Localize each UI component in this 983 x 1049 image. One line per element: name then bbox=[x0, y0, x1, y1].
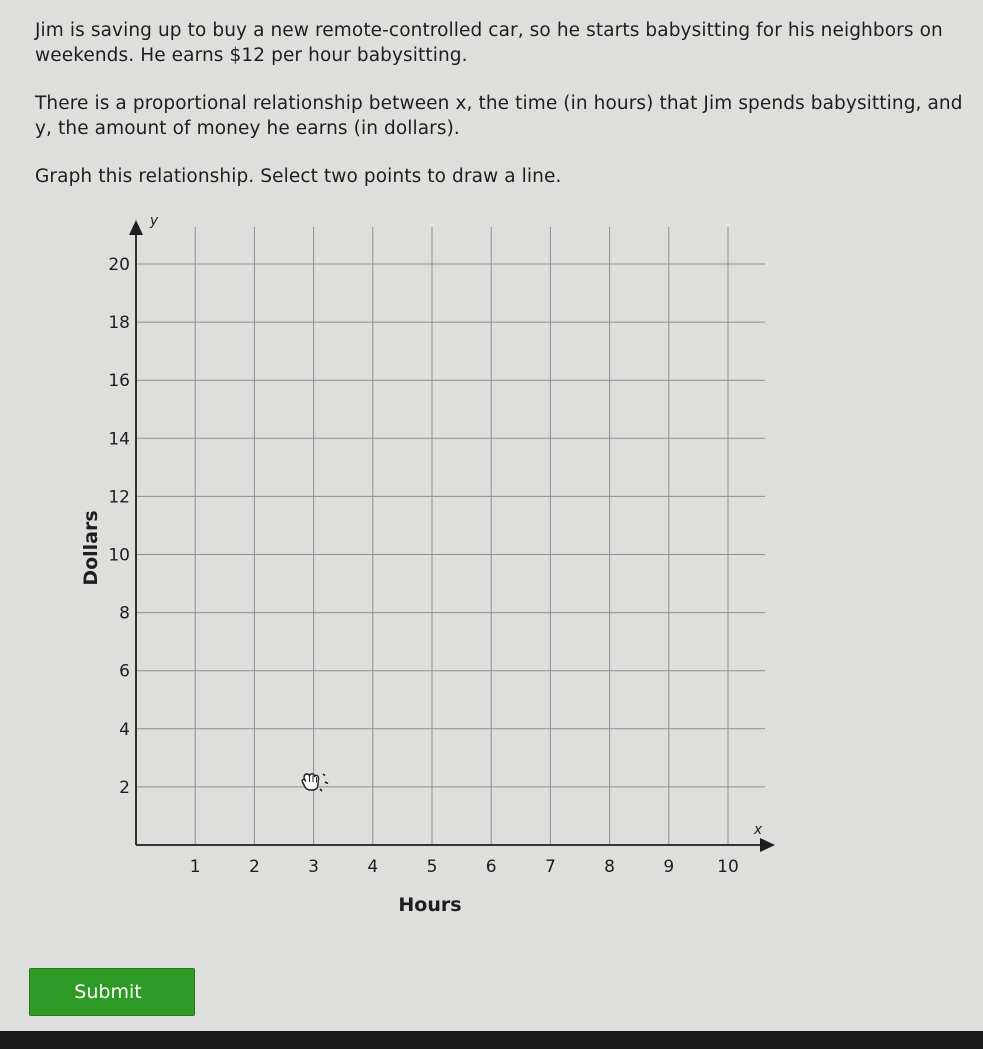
y-tick-label: 8 bbox=[119, 603, 130, 624]
bottom-dark-bar bbox=[0, 1031, 983, 1049]
problem-instruction: Graph this relationship. Select two points to draw a line. bbox=[35, 166, 562, 187]
grid-lines bbox=[136, 227, 765, 845]
y-tick-label: 12 bbox=[108, 487, 130, 508]
problem-statement bbox=[35, 18, 980, 212]
x-axis-label: Hours bbox=[398, 894, 462, 916]
grab-hand-cursor-icon bbox=[302, 774, 328, 791]
y-tick-label: 16 bbox=[108, 371, 130, 392]
x-tick-label: 5 bbox=[426, 857, 438, 877]
x-tick-label: 10 bbox=[717, 857, 739, 877]
submit-button[interactable]: Submit bbox=[29, 968, 195, 1016]
x-tick-label: 8 bbox=[604, 857, 616, 877]
y-tick-label: 18 bbox=[108, 313, 130, 334]
y-axis-variable: y bbox=[149, 213, 159, 229]
y-axis-label: Dollars bbox=[80, 510, 102, 586]
axes bbox=[129, 220, 775, 852]
y-axis-arrow bbox=[129, 220, 143, 235]
x-tick-label: 7 bbox=[544, 857, 556, 877]
x-tick-labels bbox=[190, 857, 739, 877]
y-tick-label: 4 bbox=[119, 719, 130, 740]
x-axis-variable: x bbox=[753, 822, 763, 838]
x-tick-label: 9 bbox=[663, 857, 675, 877]
y-tick-label: 20 bbox=[108, 255, 130, 275]
x-tick-label: 2 bbox=[248, 857, 260, 877]
y-tick-label: 6 bbox=[119, 661, 130, 682]
problem-paragraph-2: There is a proportional relationship between x, the time (in hours) that Jim spends babysitting, and y, the amount of money he earns (in dollars). bbox=[35, 93, 963, 139]
x-tick-label: 3 bbox=[308, 857, 320, 877]
y-tick-label: 2 bbox=[119, 777, 130, 798]
y-tick-label: 14 bbox=[108, 429, 130, 450]
x-tick-label: 6 bbox=[485, 857, 497, 877]
x-tick-label: 1 bbox=[189, 857, 201, 877]
graph-canvas[interactable] bbox=[0, 200, 800, 940]
coordinate-graph[interactable] bbox=[0, 200, 800, 940]
problem-paragraph-1: Jim is saving up to buy a new remote-controlled car, so he starts babysitting for his neighbors on weekends. He earns $12 per hour babysitting. bbox=[35, 20, 943, 66]
y-tick-labels bbox=[108, 255, 130, 798]
x-tick-label: 4 bbox=[367, 857, 379, 877]
y-tick-label: 10 bbox=[108, 545, 130, 566]
x-axis-arrow bbox=[760, 838, 775, 852]
